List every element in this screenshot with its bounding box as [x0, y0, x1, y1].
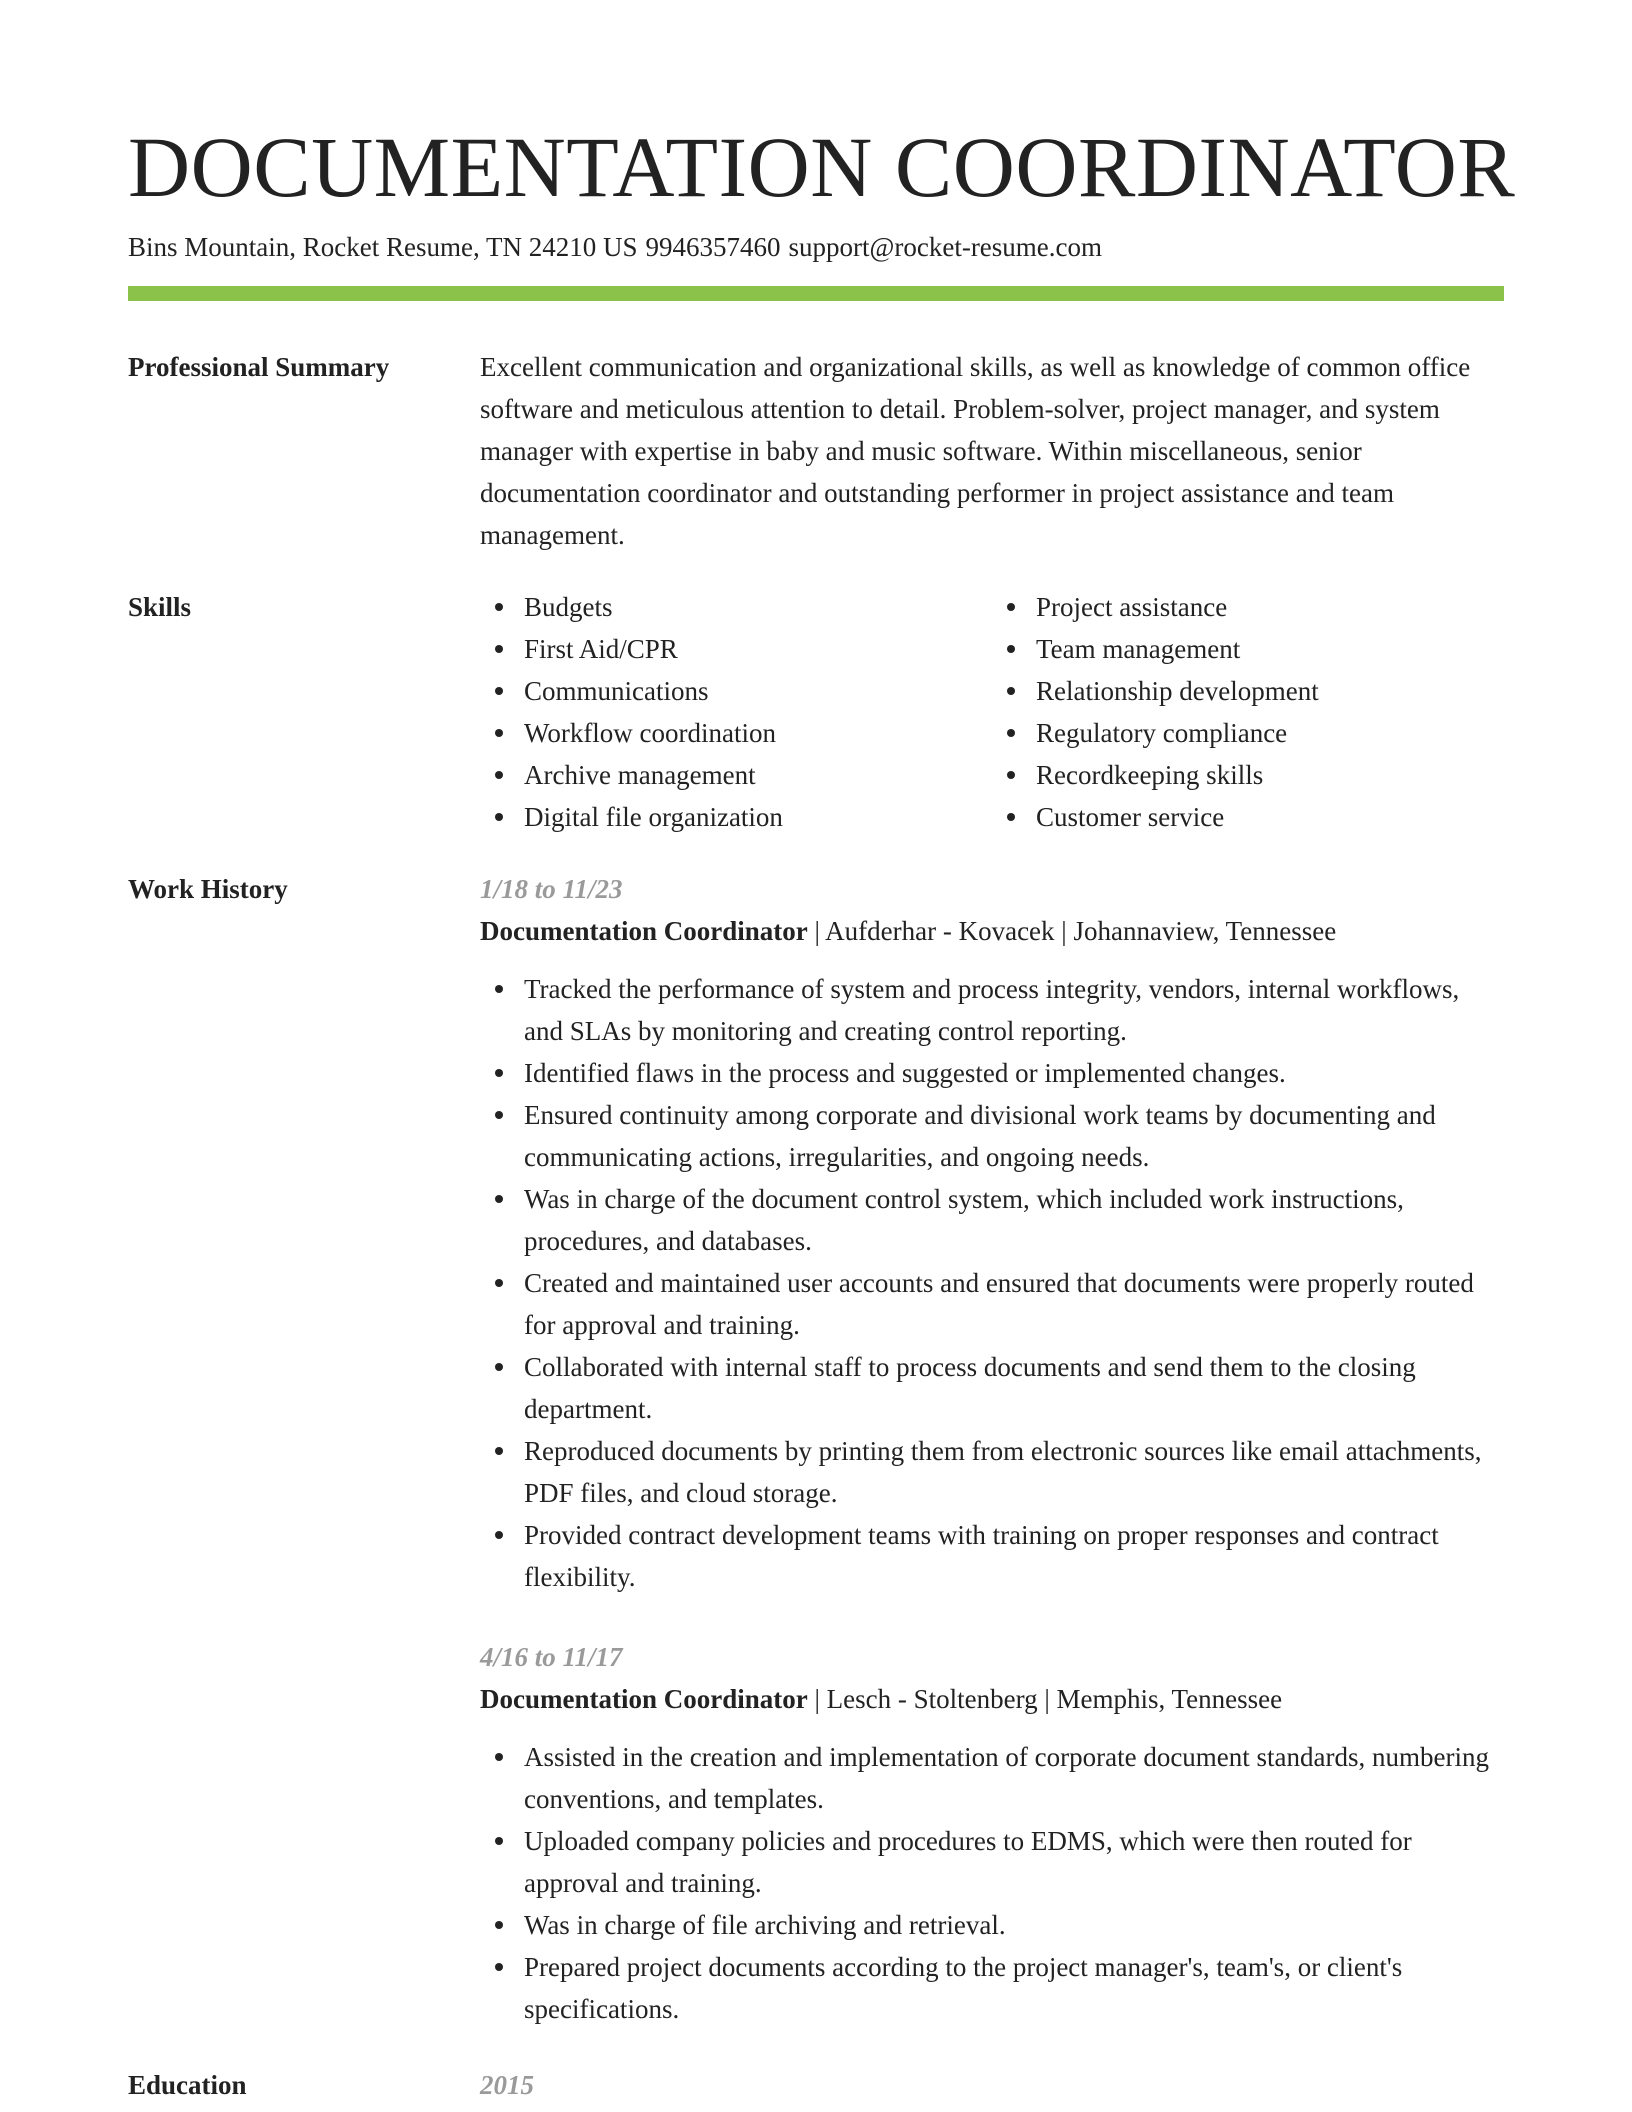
skill-item: Workflow coordination: [524, 712, 992, 754]
skill-item: Digital file organization: [524, 796, 992, 838]
job-title: Documentation Coordinator: [480, 1684, 808, 1714]
duty-item: Ensured continuity among corporate and divisional work teams by documenting and communicating actions, irregularities, and ongoing needs.: [524, 1094, 1504, 1178]
summary-text: Excellent communication and organizational skills, as well as knowledge of common office software and meticulous attention to detail. Problem-solver, project manager, and system manager with expertise in baby and music software. Within miscellaneous, senior documentation coordinator and outstanding performer in project assistance and team management.: [480, 352, 1471, 550]
accent-divider: [128, 286, 1504, 301]
education-year: 2015: [480, 2070, 534, 2100]
summary-body: [480, 346, 1504, 556]
job-heading: Documentation Coordinator | Aufderhar - Kovacek | Johannaview, Tennessee: [480, 916, 1337, 946]
job-duties: [480, 1736, 1504, 2030]
skill-item: Relationship development: [1036, 670, 1504, 712]
education-label: Education: [128, 2070, 247, 2100]
skills-label: Skills: [128, 592, 192, 622]
skill-item: Budgets: [524, 586, 992, 628]
skill-item: Recordkeeping skills: [1036, 754, 1504, 796]
job-title: Documentation Coordinator: [480, 916, 808, 946]
education-body: [480, 2064, 1504, 2106]
job-duties: [480, 968, 1504, 1598]
contact-phone: 9946357460: [645, 232, 781, 262]
resume-title: DOCUMENTATION COORDINATOR: [128, 119, 1516, 215]
job-dates: 1/18 to 11/23: [480, 874, 623, 904]
duty-item: Provided contract development teams with training on proper responses and contract flexibility.: [524, 1514, 1504, 1598]
duty-item: Reproduced documents by printing them from electronic sources like email attachments, PDF files, and cloud storage.: [524, 1430, 1504, 1514]
skill-item: First Aid/CPR: [524, 628, 992, 670]
skills-list-left: [480, 586, 992, 838]
contact-address: Bins Mountain, Rocket Resume, TN 24210 US: [128, 232, 638, 262]
duty-item: Collaborated with internal staff to process documents and send them to the closing department.: [524, 1346, 1504, 1430]
contact-line: [128, 232, 1102, 263]
job-heading: Documentation Coordinator | Lesch - Stoltenberg | Memphis, Tennessee: [480, 1684, 1283, 1714]
duty-item: Assisted in the creation and implementation of corporate document standards, numbering conventions, and templates.: [524, 1736, 1504, 1820]
skills-list-right: [992, 586, 1504, 838]
duty-item: Tracked the performance of system and process integrity, vendors, internal workflows, and SLAs by monitoring and creating control reporting.: [524, 968, 1504, 1052]
skill-item: Archive management: [524, 754, 992, 796]
summary-label: Professional Summary: [128, 352, 390, 382]
job-location: Johannaview, Tennessee: [1073, 916, 1337, 946]
job-company: Lesch - Stoltenberg: [826, 1684, 1038, 1714]
work-history-label: Work History: [128, 874, 288, 904]
duty-item: Identified flaws in the process and suggested or implemented changes.: [524, 1052, 1504, 1094]
job-location: Memphis, Tennessee: [1056, 1684, 1283, 1714]
job-dates: 4/16 to 11/17: [480, 1642, 623, 1672]
skills-body: [480, 586, 1504, 838]
skill-item: Team management: [1036, 628, 1504, 670]
contact-email: support@rocket-resume.com: [788, 232, 1103, 262]
job-company: Aufderhar - Kovacek: [825, 916, 1055, 946]
duty-item: Was in charge of the document control system, which included work instructions, procedures, and databases.: [524, 1178, 1504, 1262]
duty-item: Prepared project documents according to the project manager's, team's, or client's specifications.: [524, 1946, 1504, 2030]
job-entry: [480, 868, 1504, 1598]
skill-item: Project assistance: [1036, 586, 1504, 628]
job-entry: [480, 1636, 1504, 2030]
duty-item: Created and maintained user accounts and ensured that documents were properly routed for approval and training.: [524, 1262, 1504, 1346]
skill-item: Regulatory compliance: [1036, 712, 1504, 754]
skill-item: Communications: [524, 670, 992, 712]
work-history-body: [480, 868, 1504, 2030]
skill-item: Customer service: [1036, 796, 1504, 838]
duty-item: Uploaded company policies and procedures to EDMS, which were then routed for approval and training.: [524, 1820, 1504, 1904]
duty-item: Was in charge of file archiving and retrieval.: [524, 1904, 1504, 1946]
